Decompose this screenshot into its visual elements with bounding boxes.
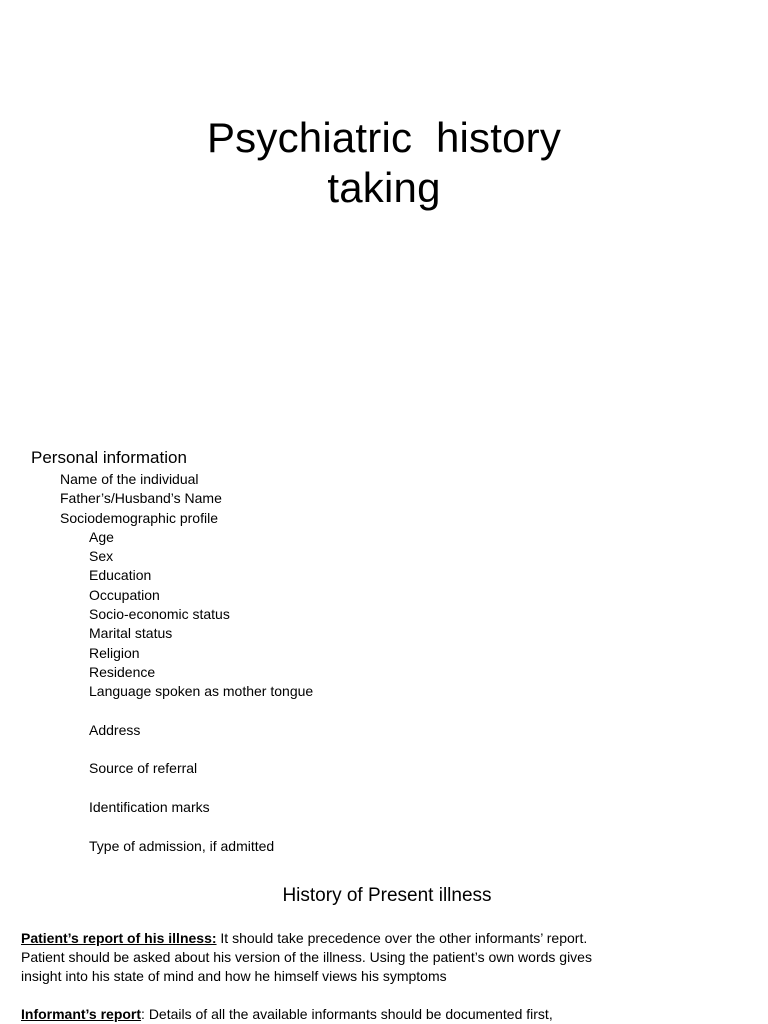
- informant-report-text: : Details of all the available informants should be documented first,: [141, 1006, 553, 1022]
- personal-information-heading: Personal information: [31, 448, 187, 467]
- list-item: Father’s/Husband’s Name: [60, 490, 222, 507]
- page-title: [0, 113, 768, 213]
- list-item: Identification marks: [89, 799, 210, 816]
- list-item: Education: [89, 567, 152, 584]
- personal-information-section: [31, 446, 751, 856]
- title-line-1: Psychiatric history: [206, 114, 562, 161]
- personal-information-list: [31, 470, 751, 528]
- list-item: Socio-economic status: [89, 606, 230, 623]
- patient-report-paragraph: [21, 929, 631, 986]
- list-item: Occupation: [89, 586, 160, 603]
- list-item: Age: [89, 528, 114, 545]
- list-item: Type of admission, if admitted: [89, 837, 275, 854]
- title-line-2: taking: [327, 164, 441, 211]
- list-item: Sex: [89, 548, 114, 565]
- list-item: Sociodemographic profile: [60, 509, 218, 526]
- list-item: Address: [89, 721, 141, 738]
- list-item: Religion: [89, 644, 140, 661]
- patient-report-text: It should take precedence over the other informants’ report. Patient should be asked about his version of the illness. Using the patient’s own words gives insight into his state of mind and how he himself views his symptoms: [21, 930, 592, 984]
- informant-report-paragraph: [21, 1005, 631, 1024]
- list-item: Language spoken as mother tongue: [89, 683, 314, 700]
- informant-report-lead: Informant’s report: [21, 1006, 142, 1022]
- sociodemographic-profile-list: [31, 528, 751, 856]
- patient-report-lead: Patient’s report of his illness:: [21, 930, 217, 946]
- list-item: Marital status: [89, 625, 173, 642]
- list-item: Residence: [89, 663, 156, 680]
- list-item: Source of referral: [89, 760, 198, 777]
- history-heading: History of Present illness: [282, 885, 492, 906]
- list-item: Name of the individual: [60, 471, 199, 487]
